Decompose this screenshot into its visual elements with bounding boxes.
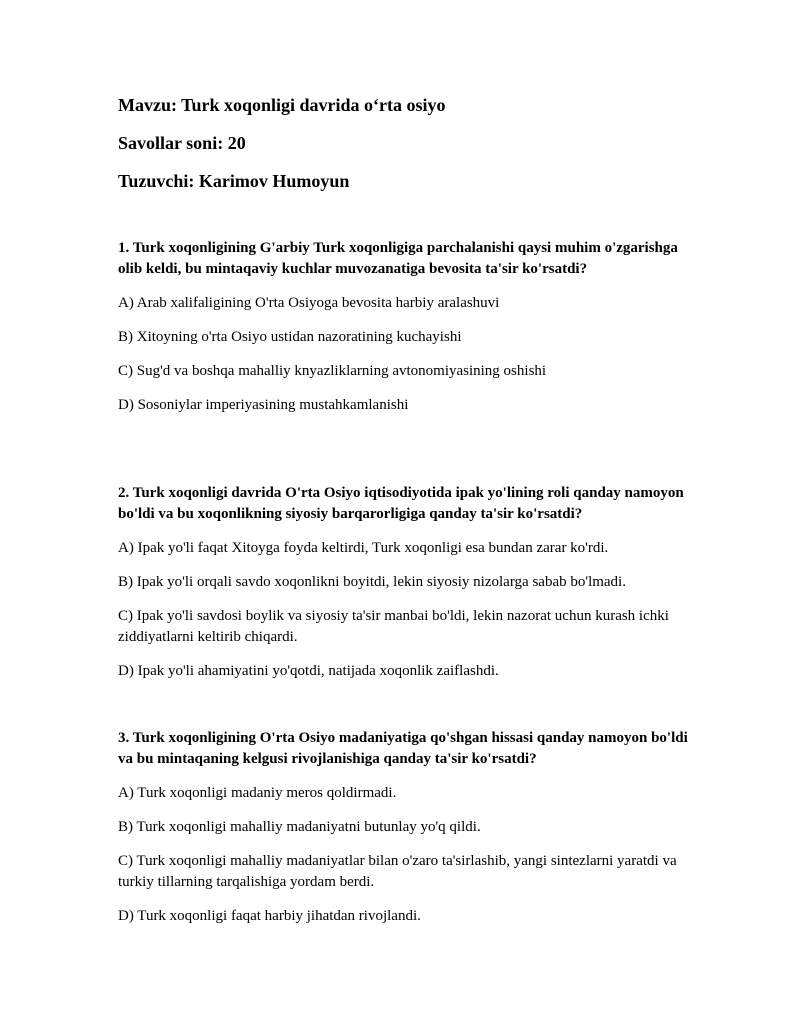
answer-option-d: D) Turk xoqonligi faqat harbiy jihatdan rivojlandi. bbox=[118, 908, 421, 924]
author-heading: Tuzuvchi: Karimov Humoyun bbox=[118, 171, 350, 191]
answer-option-b: B) Turk xoqonligi mahalliy madaniyatni butunlay yo'q qildi. bbox=[118, 819, 481, 835]
question-text: 1. Turk xoqonligining G'arbiy Turk xoqonligiga parchalanishi qaysi muhim o'zgarishga olib keldi, bu mintaqaviy kuchlar muvozanatiga bevosita ta'sir ko'rsatdi? bbox=[118, 240, 678, 277]
answer-option-c: C) Ipak yo'li savdosi boylik va siyosiy ta'sir manbai bo'ldi, lekin nazorat uchun kurash ichki ziddiyatlarni keltirib chiqardi. bbox=[118, 608, 669, 645]
topic-heading: Mavzu: Turk xoqonligi davrida oʻrta osiyo bbox=[118, 95, 446, 115]
question-block bbox=[118, 728, 688, 940]
question-block bbox=[118, 483, 688, 695]
answer-option-b: B) Ipak yo'li orqali savdo xoqonlikni boyitdi, lekin siyosiy nizolarga sabab bo'lmadi. bbox=[118, 574, 626, 590]
answer-option-b: B) Xitoyning o'rta Osiyo ustidan nazoratining kuchayishi bbox=[118, 329, 462, 345]
question-block bbox=[118, 238, 688, 429]
answer-option-a: A) Ipak yo'li faqat Xitoyga foyda keltirdi, Turk xoqonligi esa bundan zarar ko'rdi. bbox=[118, 540, 609, 556]
question-text: 2. Turk xoqonligi davrida O'rta Osiyo iqtisodiyotida ipak yo'lining roli qanday namoyon bo'ldi va bu xoqonlikning siyosiy barqarorligiga qanday ta'sir ko'rsatdi? bbox=[118, 485, 684, 522]
answer-option-c: C) Sug'd va boshqa mahalliy knyazliklarning avtonomiyasining oshishi bbox=[118, 363, 547, 379]
answer-option-a: A) Turk xoqonligi madaniy meros qoldirmadi. bbox=[118, 785, 397, 801]
answer-option-a: A) Arab xalifaligining O'rta Osiyoga bevosita harbiy aralashuvi bbox=[118, 295, 500, 311]
answer-option-d: D) Sosoniylar imperiyasining mustahkamlanishi bbox=[118, 397, 409, 413]
question-count-heading: Savollar soni: 20 bbox=[118, 133, 246, 153]
answer-option-c: C) Turk xoqonligi mahalliy madaniyatlar bilan o'zaro ta'sirlashib, yangi sintezlarni yaratdi va turkiy tillarning tarqalishiga yordam berdi. bbox=[118, 853, 677, 890]
question-text: 3. Turk xoqonligining O'rta Osiyo madaniyatiga qo'shgan hissasi qanday namoyon bo'ldi va bu mintaqaning kelgusi rivojlanishiga qanday ta'sir ko'rsatdi? bbox=[118, 730, 688, 767]
answer-option-d: D) Ipak yo'li ahamiyatini yo'qotdi, natijada xoqonlik zaiflashdi. bbox=[118, 663, 499, 679]
